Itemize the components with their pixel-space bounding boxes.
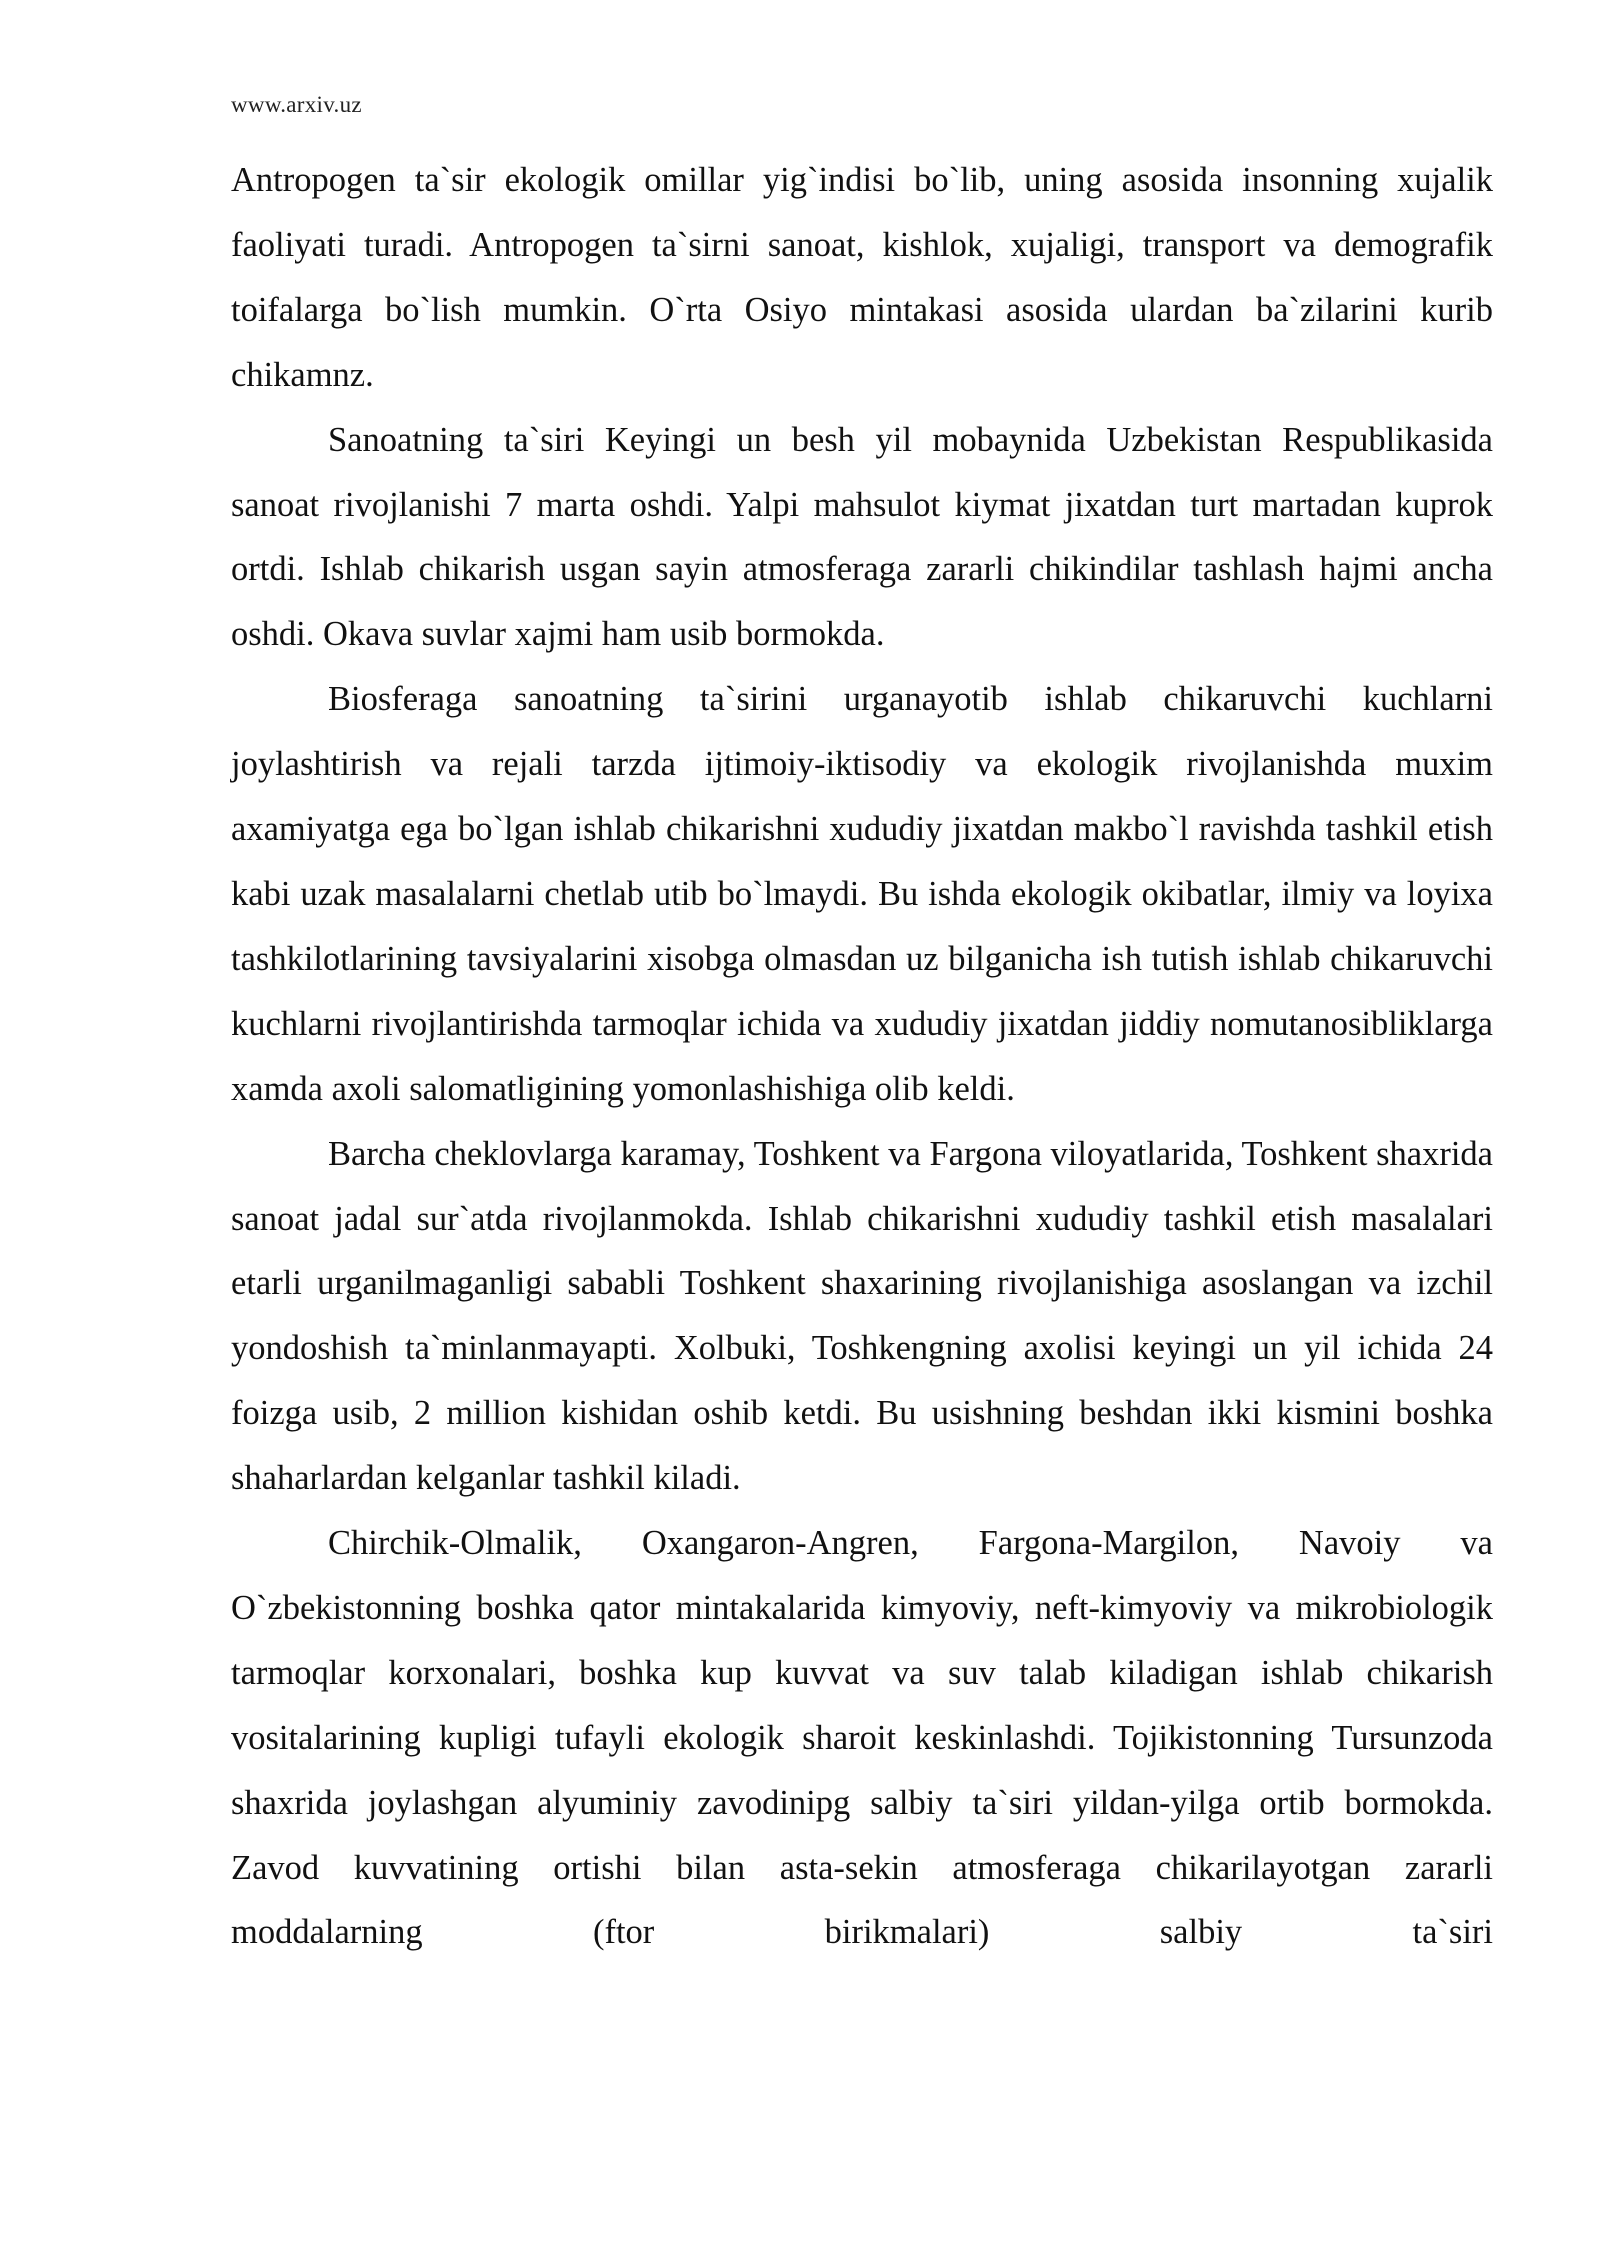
site-header-url: www.arxiv.uz: [231, 92, 362, 117]
paragraph-biosphere-industry: Biosferaga sanoatning ta`sirini urganayotib ishlab chikaruvchi kuchlarni joylashtirish va rejali tarzda ijtimoiy-iktisodiy va ekologik rivojlanishda muxim axamiyatga ega bo`lgan ishlab chikarishni xududiy jixatdan makbo`l ravishda tashkil etish kabi uzak masalalarni chetlab utib bo`lmaydi. Bu ishda ekologik okibatlar, ilmiy va loyixa tashkilotlarining tavsiyalarini xisobga olmasdan uz bilganicha ish tutish ishlab chikaruvchi kuchlarni rivojlantirishda tarmoqlar ichida va xududiy jixatdan jiddiy nomutanosibliklarga xamda axoli salomatligining yomonlashishiga olib keldi.: [231, 680, 1493, 1108]
document-body: [231, 148, 1493, 1965]
paragraph-industry-impact: Sanoatning ta`siri Keyingi un besh yil mobaynida Uzbekistan Respublikasida sanoat rivojlanishi 7 marta oshdi. Yalpi mahsulot kiymat jixatdan turt martadan kuprok ortdi. Ishlab chikarish usgan sayin atmosferaga zararli chikindilar tashlash hajmi ancha oshdi. Okava suvlar xajmi ham usib bormokda.: [231, 420, 1493, 654]
paragraph-anthropogenic-impact: Antropogen ta`sir ekologik omillar yig`indisi bo`lib, uning asosida insonning xujalik faoliyati turadi. Antropogen ta`sirni sanoat, kishlok, xujaligi, transport va demografik toifalarga bo`lish mumkin. O`rta Osiyo mintakasi asosida ulardan ba`zilarini kurib chikamnz.: [231, 161, 1493, 394]
paragraph-tashkent-industry: Barcha cheklovlarga karamay, Toshkent va Fargona viloyatlarida, Toshkent shaxrida sanoat jadal sur`atda rivojlanmokda. Ishlab chikarishni xududiy tashkil etish masalalari etarli urganilmaganligi sababli Toshkent shaxarining rivojlanishiga asoslangan va izchil yondoshish ta`minlanmayapti. Xolbuki, Toshkengning axolisi keyingi un yil ichida 24 foizga usib, 2 million kishidan oshib ketdi. Bu usishning beshdan ikki kismini boshka shaharlardan kelganlar tashkil kiladi.: [231, 1134, 1493, 1498]
paragraph-regional-ecology: Chirchik-Olmalik, Oxangaron-Angren, Fargona-Margilon, Navoiy va O`zbekistonning boshka qator mintakalarida kimyoviy, neft-kimyoviy va mikrobiologik tarmoqlar korxonalari, boshka kup kuvvat va suv talab kiladigan ishlab chikarish vositalarining kupligi tufayli ekologik sharoit keskinlashdi. Tojikistonning Tursunzoda shaxrida joylashgan alyuminiy zavodinipg salbiy ta`siri yildan-yilga ortib bormokda. Zavod kuvvatining ortishi bilan asta-sekin atmosferaga chikarilayotgan zararli moddalarning (ftor birikmalari) salbiy ta`siri: [231, 1524, 1493, 1952]
